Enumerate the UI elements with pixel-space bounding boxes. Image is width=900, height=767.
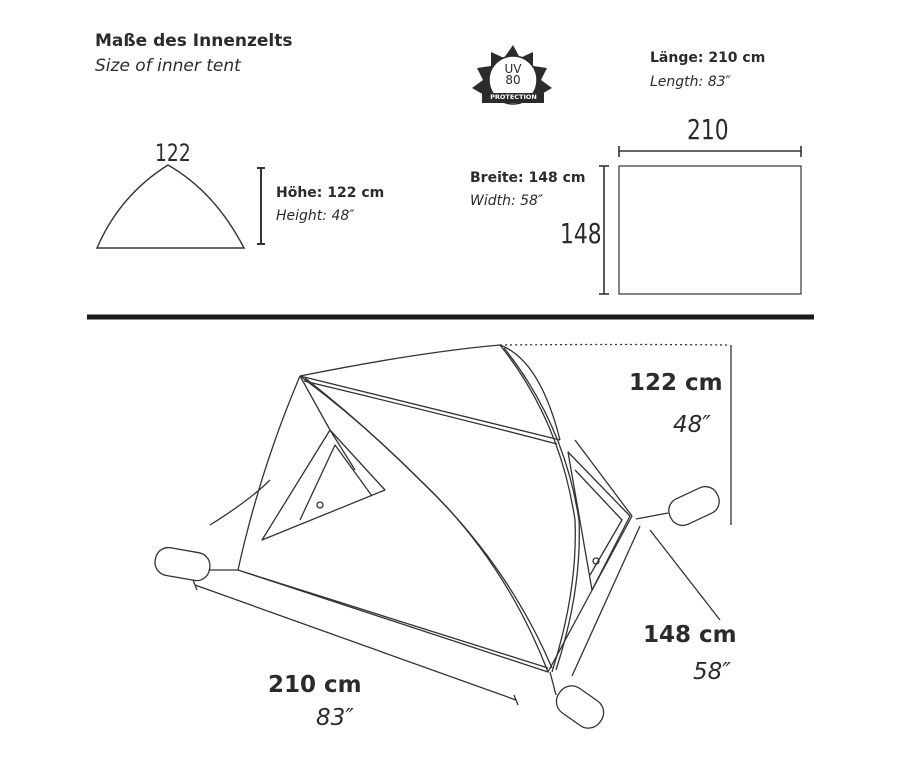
main-width-cm: 148 cm [643, 622, 737, 648]
width-label-german: Breite: 148 cm [470, 170, 586, 186]
uv-badge-line1: UV [504, 62, 522, 76]
main-width-dimension [572, 526, 720, 676]
tent-profile-shape [97, 165, 244, 248]
title-english: Size of inner tent [95, 56, 241, 76]
width-label-english: Width: 58″ [470, 193, 544, 209]
floor-plan-rect [619, 166, 801, 294]
uv-badge-line2: 80 [505, 73, 521, 87]
main-length-cm: 210 cm [268, 672, 362, 698]
length-dimension-line [619, 146, 801, 157]
stake-bag-bottom [550, 672, 609, 734]
height-dimension-bar [257, 168, 265, 244]
main-width-in: 58″ [693, 659, 731, 685]
apex-height-label: 122 [155, 139, 191, 167]
title-german: Maße des Innenzelts [95, 31, 293, 51]
uv-badge-caption: PROTECTION [490, 93, 537, 101]
length-label-english: Length: 83″ [650, 74, 731, 90]
length-dim-label: 210 [687, 113, 729, 146]
stake-bag-right [636, 482, 723, 529]
main-height-cm: 122 cm [629, 370, 723, 396]
tent-illustration [153, 345, 730, 734]
length-label-german: Länge: 210 cm [650, 50, 766, 66]
width-dim-label: 148 [560, 217, 602, 250]
height-label-english: Height: 48″ [276, 208, 355, 224]
main-height-in: 48″ [673, 412, 711, 438]
uv-badge-text [500, 64, 526, 86]
stake-bag-left [153, 546, 238, 583]
height-label-german: Höhe: 122 cm [276, 185, 385, 201]
main-length-in: 83″ [316, 705, 354, 731]
